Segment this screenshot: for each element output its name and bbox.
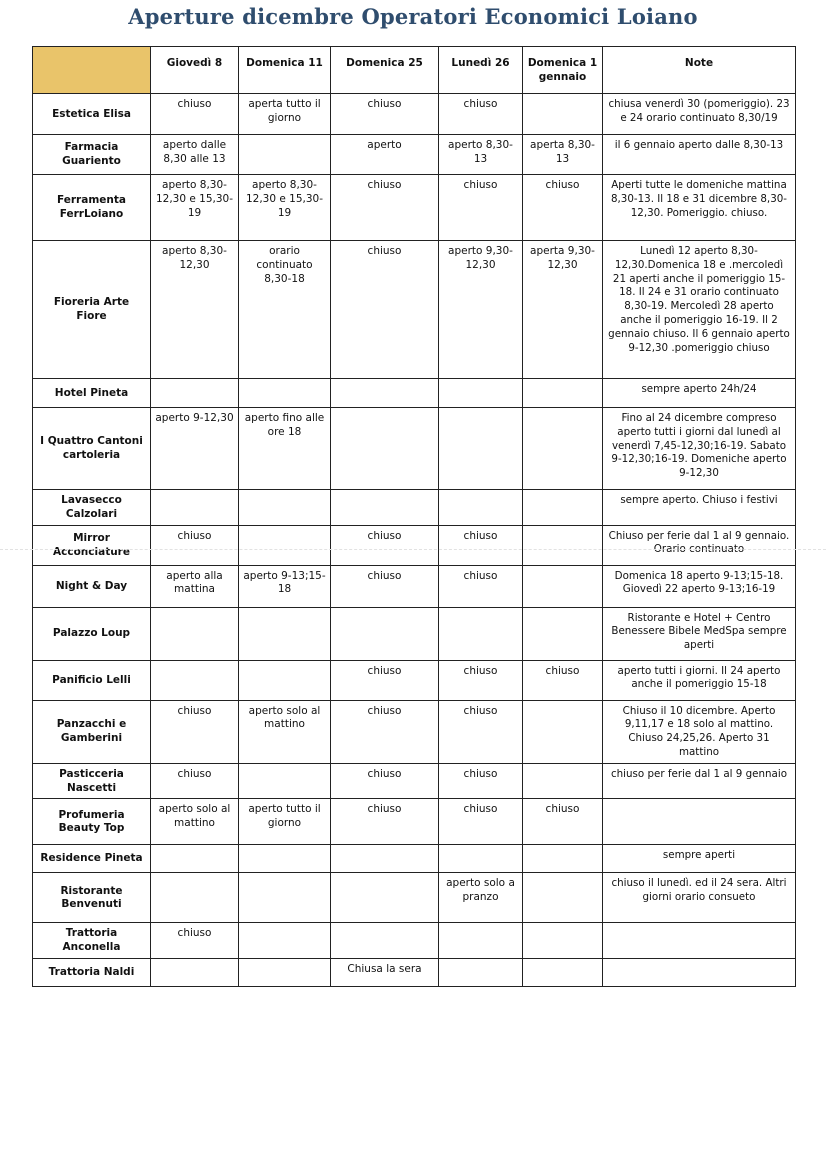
- business-name: Ferramenta FerrLoiano: [33, 175, 151, 241]
- header-corner: [33, 47, 151, 94]
- business-name: Estetica Elisa: [33, 94, 151, 135]
- note-cell: Lunedì 12 aperto 8,30-12,30.Domenica 18 e .mercoledì 21 aperti anche il pomeriggio 15-18. Il 24 e 31 orario continuato 8,30-19. Mercoledì 28 aperto anche il pomeriggio 16-19. Il 2 gennaio chiuso. Il 6 gennaio aperto 9-12,30 .pomeriggio chiuso: [603, 241, 796, 379]
- business-name: Farmacia Guariento: [33, 135, 151, 175]
- schedule-cell: [239, 135, 331, 175]
- table-row: [33, 379, 796, 408]
- schedule-cell: [239, 763, 331, 799]
- schedule-cell: [331, 923, 439, 959]
- openings-table: [32, 46, 796, 987]
- schedule-cell: [523, 845, 603, 873]
- schedule-cell: aperto solo a pranzo: [439, 873, 523, 923]
- schedule-cell: Chiusa la sera: [331, 958, 439, 986]
- note-cell: sempre aperto. Chiuso i festivi: [603, 490, 796, 526]
- schedule-cell: [439, 379, 523, 408]
- column-header: Lunedì 26: [439, 47, 523, 94]
- schedule-cell: chiuso: [439, 565, 523, 607]
- business-name: Residence Pineta: [33, 845, 151, 873]
- business-name: Trattoria Naldi: [33, 958, 151, 986]
- schedule-cell: chiuso: [151, 763, 239, 799]
- schedule-cell: [151, 490, 239, 526]
- schedule-cell: chiuso: [331, 763, 439, 799]
- schedule-cell: aperto 8,30-12,30 e 15,30-19: [151, 175, 239, 241]
- schedule-cell: [331, 490, 439, 526]
- schedule-cell: [239, 873, 331, 923]
- schedule-cell: aperta 9,30-12,30: [523, 241, 603, 379]
- schedule-cell: [439, 490, 523, 526]
- table-row: [33, 958, 796, 986]
- column-header: Domenica 1 gennaio: [523, 47, 603, 94]
- page-title: Aperture dicembre Operatori Economici Loiano: [128, 4, 698, 29]
- schedule-cell: [151, 379, 239, 408]
- note-cell: il 6 gennaio aperto dalle 8,30-13: [603, 135, 796, 175]
- business-name: Panificio Lelli: [33, 660, 151, 700]
- business-name: Profumeria Beauty Top: [33, 799, 151, 845]
- page-guide-line: [0, 549, 826, 550]
- schedule-cell: aperto dalle 8,30 alle 13: [151, 135, 239, 175]
- schedule-cell: chiuso: [331, 660, 439, 700]
- schedule-cell: [151, 607, 239, 660]
- note-cell: sempre aperti: [603, 845, 796, 873]
- schedule-cell: chiuso: [523, 799, 603, 845]
- business-name: Mirror Acconciature: [33, 525, 151, 565]
- table-row: [33, 408, 796, 490]
- schedule-cell: orario continuato 8,30-18: [239, 241, 331, 379]
- schedule-cell: [523, 525, 603, 565]
- column-header: Giovedì 8: [151, 47, 239, 94]
- table-body: [33, 94, 796, 987]
- schedule-cell: chiuso: [331, 241, 439, 379]
- note-cell: Chiuso il 10 dicembre. Aperto 9,11,17 e 18 solo al mattino. Chiuso 24,25,26. Aperto 31 mattino: [603, 700, 796, 763]
- schedule-cell: [439, 923, 523, 959]
- schedule-cell: [523, 873, 603, 923]
- schedule-cell: aperto 9-13;15-18: [239, 565, 331, 607]
- schedule-cell: aperto: [331, 135, 439, 175]
- business-name: Trattoria Anconella: [33, 923, 151, 959]
- schedule-cell: chiuso: [439, 175, 523, 241]
- schedule-cell: chiuso: [331, 525, 439, 565]
- schedule-cell: aperto solo al mattino: [239, 700, 331, 763]
- schedule-cell: [523, 923, 603, 959]
- schedule-cell: aperto 9-12,30: [151, 408, 239, 490]
- schedule-cell: [523, 607, 603, 660]
- schedule-cell: [151, 660, 239, 700]
- note-cell: aperto tutti i giorni. Il 24 aperto anche il pomeriggio 15-18: [603, 660, 796, 700]
- schedule-cell: [151, 845, 239, 873]
- table-row: [33, 565, 796, 607]
- schedule-cell: [239, 845, 331, 873]
- schedule-cell: chiuso: [439, 700, 523, 763]
- schedule-cell: [151, 958, 239, 986]
- schedule-cell: chiuso: [439, 799, 523, 845]
- schedule-cell: aperto 9,30-12,30: [439, 241, 523, 379]
- schedule-cell: aperto tutto il giorno: [239, 799, 331, 845]
- schedule-cell: [523, 379, 603, 408]
- schedule-cell: [439, 607, 523, 660]
- schedule-cell: chiuso: [151, 923, 239, 959]
- table-row: [33, 763, 796, 799]
- schedule-cell: [239, 923, 331, 959]
- schedule-cell: chiuso: [439, 660, 523, 700]
- note-cell: [603, 923, 796, 959]
- schedule-cell: aperto 8,30-12,30: [151, 241, 239, 379]
- business-name: Pasticceria Nascetti: [33, 763, 151, 799]
- schedule-cell: [151, 873, 239, 923]
- table-row: [33, 175, 796, 241]
- schedule-cell: [331, 408, 439, 490]
- table-row: [33, 799, 796, 845]
- schedule-cell: chiuso: [151, 525, 239, 565]
- schedule-cell: chiuso: [151, 94, 239, 135]
- table-row: [33, 607, 796, 660]
- schedule-cell: [523, 408, 603, 490]
- note-cell: chiuso per ferie dal 1 al 9 gennaio: [603, 763, 796, 799]
- schedule-cell: [439, 408, 523, 490]
- note-cell: Chiuso per ferie dal 1 al 9 gennaio. Orario continuato: [603, 525, 796, 565]
- schedule-cell: aperto alla mattina: [151, 565, 239, 607]
- schedule-cell: [239, 490, 331, 526]
- schedule-cell: aperto 8,30-13: [439, 135, 523, 175]
- schedule-cell: [239, 607, 331, 660]
- table-row: [33, 525, 796, 565]
- schedule-cell: aperto solo al mattino: [151, 799, 239, 845]
- schedule-cell: [523, 490, 603, 526]
- schedule-cell: [331, 845, 439, 873]
- schedule-cell: chiuso: [331, 565, 439, 607]
- table-row: [33, 135, 796, 175]
- business-name: Ristorante Benvenuti: [33, 873, 151, 923]
- column-header: Note: [603, 47, 796, 94]
- schedule-cell: [523, 763, 603, 799]
- schedule-cell: chiuso: [439, 94, 523, 135]
- schedule-cell: [331, 379, 439, 408]
- schedule-cell: chiuso: [439, 763, 523, 799]
- table-row: [33, 94, 796, 135]
- schedule-cell: chiuso: [331, 94, 439, 135]
- schedule-cell: [523, 94, 603, 135]
- schedule-cell: aperto fino alle ore 18: [239, 408, 331, 490]
- schedule-cell: aperta tutto il giorno: [239, 94, 331, 135]
- note-cell: Aperti tutte le domeniche mattina 8,30-13. Il 18 e 31 dicembre 8,30-12,30. Pomeriggio. chiuso.: [603, 175, 796, 241]
- table-row: [33, 923, 796, 959]
- schedule-cell: [239, 379, 331, 408]
- table-row: [33, 873, 796, 923]
- table-row: [33, 241, 796, 379]
- note-cell: sempre aperto 24h/24: [603, 379, 796, 408]
- column-header: Domenica 25: [331, 47, 439, 94]
- schedule-cell: [523, 565, 603, 607]
- table-row: [33, 845, 796, 873]
- note-cell: Ristorante e Hotel + Centro Benessere Bibele MedSpa sempre aperti: [603, 607, 796, 660]
- schedule-cell: aperto 8,30-12,30 e 15,30-19: [239, 175, 331, 241]
- note-cell: Fino al 24 dicembre compreso aperto tutti i giorni dal lunedì al venerdì 7,45-12,30;16-19. Sabato 9-12,30;16-19. Domeniche aperto 9-12,30: [603, 408, 796, 490]
- schedule-cell: aperta 8,30-13: [523, 135, 603, 175]
- column-header: Domenica 11: [239, 47, 331, 94]
- schedule-cell: chiuso: [151, 700, 239, 763]
- schedule-cell: [331, 607, 439, 660]
- business-name: I Quattro Cantoni cartoleria: [33, 408, 151, 490]
- schedule-cell: [239, 525, 331, 565]
- business-name: Fioreria Arte Fiore: [33, 241, 151, 379]
- schedule-cell: chiuso: [331, 700, 439, 763]
- business-name: Palazzo Loup: [33, 607, 151, 660]
- schedule-cell: chiuso: [523, 660, 603, 700]
- business-name: Panzacchi e Gamberini: [33, 700, 151, 763]
- header-row: [33, 47, 796, 94]
- schedule-cell: [439, 845, 523, 873]
- business-name: Lavasecco Calzolari: [33, 490, 151, 526]
- schedule-cell: chiuso: [439, 525, 523, 565]
- schedule-cell: [523, 700, 603, 763]
- note-cell: Domenica 18 aperto 9-13;15-18. Giovedì 22 aperto 9-13;16-19: [603, 565, 796, 607]
- schedule-cell: chiuso: [331, 175, 439, 241]
- business-name: Hotel Pineta: [33, 379, 151, 408]
- note-cell: [603, 799, 796, 845]
- schedule-cell: [239, 660, 331, 700]
- note-cell: chiuso il lunedì. ed il 24 sera. Altri giorni orario consueto: [603, 873, 796, 923]
- table-row: [33, 660, 796, 700]
- schedule-cell: [239, 958, 331, 986]
- note-cell: chiusa venerdì 30 (pomeriggio). 23 e 24 orario continuato 8,30/19: [603, 94, 796, 135]
- schedule-cell: chiuso: [523, 175, 603, 241]
- business-name: Night & Day: [33, 565, 151, 607]
- note-cell: [603, 958, 796, 986]
- schedule-cell: [439, 958, 523, 986]
- schedule-cell: [331, 873, 439, 923]
- table-row: [33, 700, 796, 763]
- schedule-cell: [523, 958, 603, 986]
- schedule-cell: chiuso: [331, 799, 439, 845]
- table-row: [33, 490, 796, 526]
